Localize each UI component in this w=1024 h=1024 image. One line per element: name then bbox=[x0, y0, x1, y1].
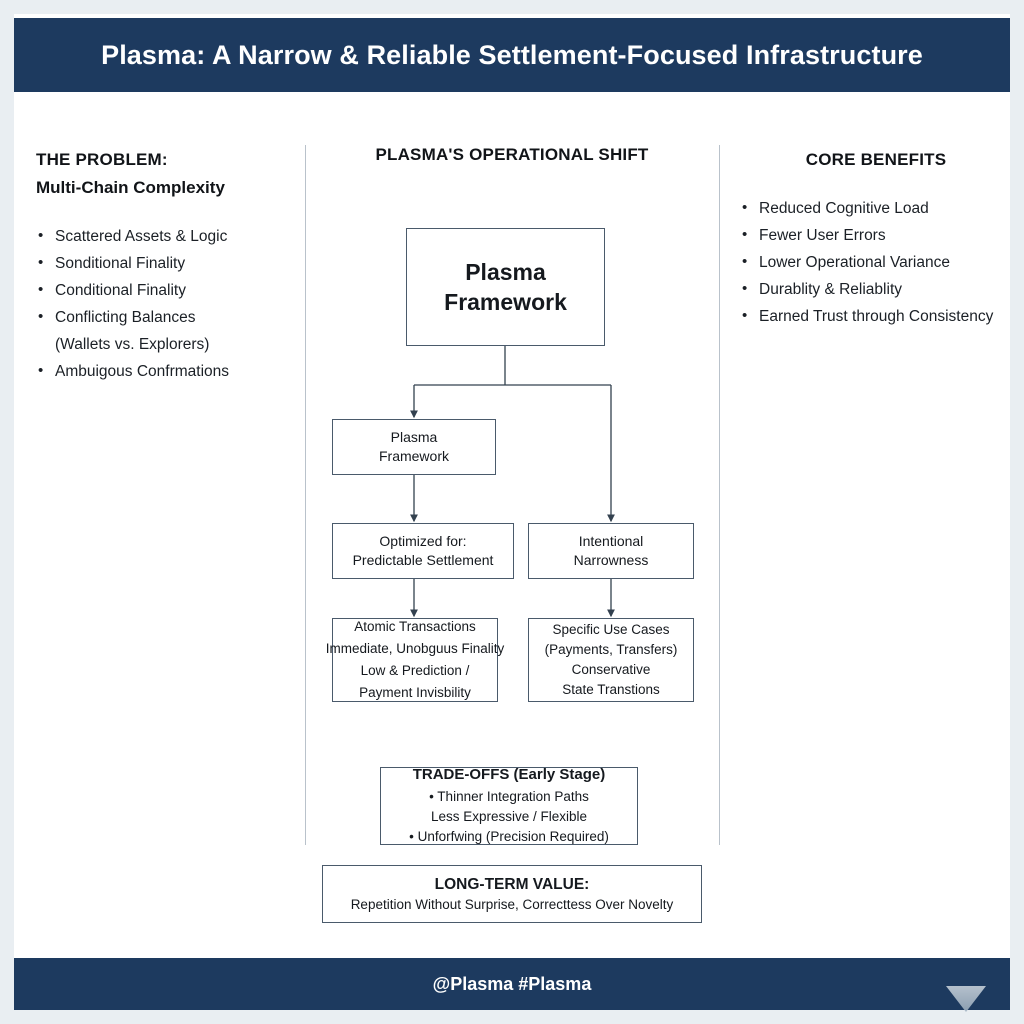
list-item: • Fewer User Errors bbox=[740, 223, 1012, 248]
node-tradeoffs bbox=[380, 767, 638, 845]
node-d-line2: Immediate, Unobguus Finality bbox=[325, 641, 505, 656]
list-item-sub: (Wallets vs. Explorers) bbox=[55, 336, 210, 353]
tradeoffs-line1: • Thinner Integration Paths bbox=[429, 789, 589, 804]
node-optimized-settlement bbox=[332, 523, 514, 579]
node-d-line3: Low & Prediction / bbox=[360, 663, 470, 678]
node-plasma-framework-sub bbox=[332, 419, 496, 475]
node-a-line2: Framework bbox=[378, 448, 449, 464]
flow-diagram bbox=[306, 175, 720, 845]
problem-heading-line2: Multi-Chain Complexity bbox=[36, 178, 225, 197]
list-item: • Lower Operational Variance bbox=[740, 250, 1012, 275]
node-e-line2: (Payments, Transfers) bbox=[544, 642, 678, 657]
longterm-subtitle: Repetition Without Surprise, Correcttess Over Novelty bbox=[350, 897, 674, 912]
tradeoffs-title: TRADE-OFFS (Early Stage) bbox=[412, 766, 606, 783]
node-main-line1: Plasma bbox=[465, 259, 546, 285]
operational-shift-heading: PLASMA'S OPERATIONAL SHIFT bbox=[375, 145, 649, 164]
node-e-line4: State Transtions bbox=[562, 682, 660, 697]
problem-list bbox=[36, 224, 286, 384]
node-b-line1: Optimized for: bbox=[379, 533, 467, 549]
footer-handle: @Plasma #Plasma bbox=[432, 973, 592, 994]
node-c-line1: Intentional bbox=[578, 533, 644, 549]
node-atomic-transactions bbox=[325, 618, 505, 702]
node-e-line3: Conservative bbox=[571, 662, 651, 677]
node-b-line2: Predictable Settlement bbox=[352, 552, 494, 568]
node-intentional-narrowness bbox=[528, 523, 694, 579]
header-banner bbox=[14, 18, 1010, 92]
node-plasma-framework-main bbox=[406, 228, 605, 346]
list-item: • Sonditional Finality bbox=[36, 251, 286, 276]
list-item: • Ambuigous Confrmations bbox=[36, 359, 286, 384]
tradeoffs-line3: • Unforfwing (Precision Required) bbox=[409, 829, 609, 844]
problem-column bbox=[36, 150, 286, 386]
operational-shift-column bbox=[306, 145, 718, 165]
list-item: • Scattered Assets & Logic bbox=[36, 224, 286, 249]
core-benefits-column bbox=[740, 150, 1012, 331]
list-item: • Conditional Finality bbox=[36, 278, 286, 303]
list-item: • Conflicting Balances bbox=[36, 305, 286, 330]
node-d-line1: Atomic Transactions bbox=[354, 619, 476, 634]
list-item: • Reduced Cognitive Load bbox=[740, 196, 1012, 221]
node-d-line4: Payment Invisbility bbox=[359, 685, 471, 700]
node-c-line2: Narrowness bbox=[573, 552, 649, 568]
node-specific-use-cases bbox=[528, 618, 694, 702]
list-item: • Earned Trust through Consistency bbox=[740, 304, 1012, 329]
footer-banner bbox=[14, 958, 1010, 1010]
problem-heading-line1: THE PROBLEM: bbox=[36, 150, 168, 169]
list-item: • Durablity & Reliablity bbox=[740, 277, 1012, 302]
longterm-title: LONG-TERM VALUE: bbox=[434, 876, 590, 893]
node-a-line1: Plasma bbox=[390, 429, 438, 445]
tradeoffs-line2: Less Expressive / Flexible bbox=[430, 809, 588, 824]
core-benefits-heading: CORE BENEFITS bbox=[805, 150, 947, 169]
node-e-line1: Specific Use Cases bbox=[552, 622, 670, 637]
page-title: Plasma: A Narrow & Reliable Settlement-Focused Infrastructure bbox=[101, 39, 923, 70]
core-benefits-list bbox=[740, 196, 1012, 329]
node-long-term-value bbox=[322, 865, 702, 923]
node-main-line2: Framework bbox=[444, 289, 567, 315]
